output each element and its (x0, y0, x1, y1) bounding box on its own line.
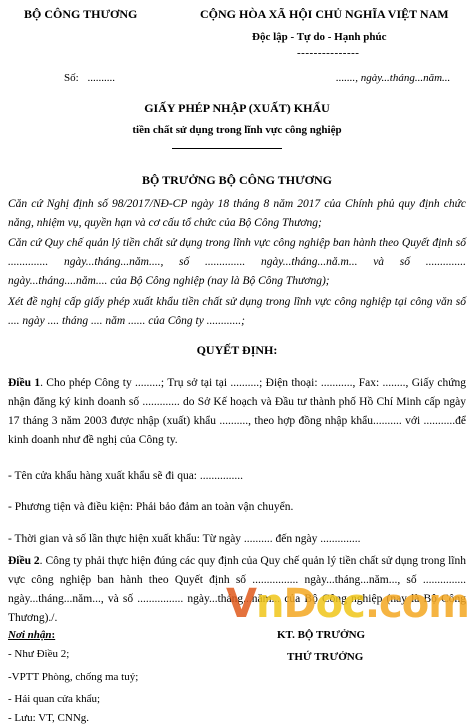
article-1 (8, 374, 466, 450)
recipients-colon: : (51, 629, 56, 641)
recipient-item: - Lưu: VT, CNNg. (8, 712, 90, 724)
recipients-heading (8, 629, 55, 641)
article-2-text: . Công ty phải thực hiện đúng các quy định của Quy chế quản lý tiền chất sử dụng trong lĩnh vực công nghiệp ban hành theo Quyết định số ................ ngày...tháng...năm..., số ............... ngày...tháng...năm..., và số ................ ngày...tháng...năm... của Bộ Công nghiệp (nay là Bộ Công Thương)./. (8, 555, 467, 624)
motto-rule: --------------- (297, 47, 360, 59)
authority-heading: BỘ TRƯỞNG BỘ CÔNG THƯƠNG (141, 173, 333, 187)
recipient-item: - Như Điều 2; (8, 648, 70, 660)
recipient-item: - Hải quan cửa khẩu; (8, 693, 101, 705)
preamble-decree: Căn cứ Nghị định số 98/2017/NĐ-CP ngày 18 tháng 8 năm 2017 của Chính phủ quy định chức năng, nhiệm vụ, quyền hạn và cơ cấu tổ chức của Bộ Công Thương; (8, 198, 466, 229)
document-number (64, 72, 115, 84)
document-subtitle: tiền chất sử dụng trong lĩnh vực công nghiệp (132, 124, 342, 136)
number-label: Số: (64, 72, 79, 84)
article-1-label: Điều 1 (8, 377, 41, 389)
document-title: GIẤY PHÉP NHẬP (XUẤT) KHẨU (144, 101, 330, 115)
national-motto: Độc lập - Tự do - Hạnh phúc (252, 31, 387, 43)
recipients-heading-text: Nơi nhận (8, 629, 52, 641)
signature-position: THỨ TRƯỞNG (287, 651, 364, 663)
vndoc-watermark-logo: VnDoc.com (226, 581, 469, 627)
bullet-timeframe: - Thời gian và số lần thực hiện xuất khẩu: Từ ngày .......... đến ngày .............. (8, 533, 361, 545)
article-2-label: Điều 2 (8, 555, 40, 567)
preamble-request: Xét đề nghị cấp giấy phép xuất khẩu tiền chất sử dụng trong lĩnh vực công nghiệp tại công văn số .... ngày .... tháng .... năm ...... của Công ty ............; (8, 296, 466, 327)
article-1-text: . Cho phép Công ty .........; Trụ sở tại tại ..........; Điện thoại: ..........., Fax: ........, Giấy chứng nhận đăng ký kinh doanh số ............. do Sở Kế hoạch và Đầu tư thành phố Hồ Chí Minh cấp ngày 17 tháng 3 năm 2003 được nhập (xuất) khẩu .........., theo hợp đồng nhập khẩu.......... với ...........để kinh doanh như đề nghị của Công ty. (8, 377, 467, 446)
decision-heading: QUYẾT ĐỊNH: (196, 343, 278, 357)
place-date: ......., ngày...tháng...năm... (336, 72, 451, 84)
preamble-regulation: Căn cứ Quy chế quản lý tiền chất sử dụng trong lĩnh vực công nghiệp ban hành theo Quyết định số .............. ngày...tháng...năm...., số .............. ngày...tháng...nă.m... và số .............. ngày...tháng....năm.... của Bộ Công nghiệp (nay là Bộ Công Thương); (8, 237, 466, 287)
bullet-border-gate: - Tên cửa khẩu hàng xuất khẩu sẽ đi qua: ............... (8, 470, 244, 482)
signature-title: KT. BỘ TRƯỞNG (277, 629, 366, 641)
title-underline (172, 148, 282, 149)
number-value: .......... (87, 72, 115, 84)
nation-name: CỘNG HÒA XÃ HỘI CHỦ NGHĨA VIỆT NAM (200, 7, 449, 21)
ministry-name: BỘ CÔNG THƯƠNG (24, 7, 138, 21)
bullet-transport: - Phương tiện và điều kiện: Phải bảo đảm an toàn vận chuyển. (8, 501, 294, 513)
recipient-item: -VPTT Phòng, chống ma tuý; (8, 671, 139, 683)
